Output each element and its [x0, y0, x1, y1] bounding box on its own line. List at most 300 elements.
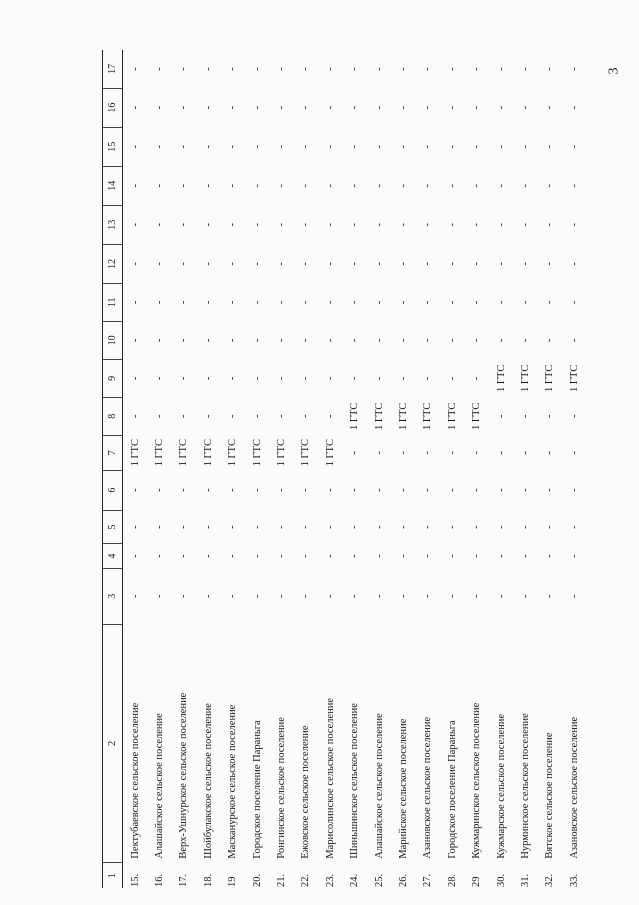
value-cell: 1 ГТС [519, 364, 531, 392]
value-cell: - [519, 488, 531, 492]
table-row [391, 50, 415, 888]
value-cell: - [227, 488, 239, 492]
row-number-cell: 15. [129, 873, 141, 887]
value-cell: - [324, 223, 336, 227]
table-row [269, 50, 293, 888]
value-cell: - [495, 594, 507, 598]
value-cell: - [300, 338, 312, 343]
value-cell: 1 ГТС [300, 439, 312, 467]
value-cell: 1 ГТС [276, 439, 288, 467]
value-cell: - [202, 594, 214, 598]
value-cell: - [349, 105, 361, 110]
value-cell: - [251, 525, 263, 529]
value-cell: - [446, 525, 458, 529]
value-cell: - [544, 525, 556, 529]
settlement-name-cell: Нурминское сельское поселение [519, 713, 531, 859]
value-cell: - [178, 376, 190, 381]
value-cell: - [324, 67, 336, 71]
value-cell: - [544, 223, 556, 227]
value-cell: - [519, 144, 531, 149]
value-cell: - [519, 594, 531, 598]
row-number-cell: 19 [227, 876, 239, 887]
value-cell: - [154, 105, 166, 110]
value-cell: - [227, 554, 239, 558]
value-cell: - [544, 554, 556, 558]
value-cell: - [178, 594, 190, 598]
value-cell: - [544, 105, 556, 110]
value-cell: - [178, 105, 190, 110]
value-cell: - [202, 300, 214, 305]
value-cell: - [373, 525, 385, 529]
value-cell: - [349, 594, 361, 598]
column-header-14: 14 [103, 166, 123, 205]
value-cell: 1 ГТС [251, 439, 263, 467]
value-cell: - [373, 183, 385, 188]
value-cell: - [446, 554, 458, 558]
value-cell: - [544, 488, 556, 492]
table-row [367, 50, 391, 888]
value-cell: - [129, 262, 141, 266]
table-row [416, 50, 440, 888]
value-cell: - [544, 414, 556, 419]
value-cell: - [519, 414, 531, 419]
value-cell: - [422, 105, 434, 110]
value-cell: - [202, 376, 214, 381]
value-cell: 1 ГТС [129, 439, 141, 467]
settlement-name-cell: Кужмаринское сельское поселение [471, 702, 483, 859]
value-cell: - [349, 223, 361, 227]
value-cell: - [324, 414, 336, 419]
value-cell: - [300, 223, 312, 227]
rotated-table-container [102, 50, 580, 888]
value-cell: - [495, 105, 507, 110]
value-cell: - [276, 338, 288, 343]
value-cell: - [519, 223, 531, 227]
value-cell: - [276, 554, 288, 558]
value-cell: 1 ГТС [471, 402, 483, 430]
value-cell: - [544, 183, 556, 188]
value-cell: - [300, 554, 312, 558]
column-header-12: 12 [103, 244, 123, 283]
settlement-name-cell: Кужмарское сельское поселение [495, 713, 507, 859]
value-cell: - [227, 262, 239, 266]
value-cell: - [373, 223, 385, 227]
value-cell: - [544, 262, 556, 266]
value-cell: - [202, 525, 214, 529]
value-cell: - [276, 488, 288, 492]
value-cell: - [202, 262, 214, 266]
value-cell: - [349, 262, 361, 266]
value-cell: - [324, 300, 336, 305]
value-cell: - [422, 376, 434, 381]
value-cell: - [519, 450, 531, 455]
value-cell: - [227, 414, 239, 419]
value-cell: - [568, 105, 580, 110]
value-cell: - [251, 183, 263, 188]
value-cell: - [129, 525, 141, 529]
value-cell: - [251, 300, 263, 305]
value-cell: - [349, 488, 361, 492]
value-cell: - [544, 300, 556, 305]
value-cell: - [129, 144, 141, 149]
value-cell: - [495, 223, 507, 227]
value-cell: - [568, 450, 580, 455]
value-cell: - [300, 262, 312, 266]
value-cell: - [300, 376, 312, 381]
value-cell: - [129, 414, 141, 419]
value-cell: - [446, 144, 458, 149]
value-cell: - [202, 414, 214, 419]
value-cell: - [471, 338, 483, 343]
value-cell: - [154, 262, 166, 266]
value-cell: - [227, 223, 239, 227]
value-cell: - [349, 67, 361, 71]
value-cell: - [397, 450, 409, 455]
value-cell: - [227, 376, 239, 381]
row-number-cell: 22. [300, 873, 312, 887]
value-cell: - [349, 144, 361, 149]
settlement-name-cell: Городское поселение Параньга [251, 720, 263, 859]
table-header-row [103, 50, 123, 888]
value-cell: - [422, 223, 434, 227]
value-cell: - [178, 554, 190, 558]
value-cell: 1 ГТС [202, 439, 214, 467]
value-cell: - [471, 183, 483, 188]
table-row [343, 50, 367, 888]
value-cell: - [349, 554, 361, 558]
table-row [440, 50, 464, 888]
row-number-cell: 18. [202, 873, 214, 887]
value-cell: - [519, 300, 531, 305]
value-cell: - [202, 488, 214, 492]
value-cell: - [227, 144, 239, 149]
value-cell: - [324, 554, 336, 558]
value-cell: - [324, 525, 336, 529]
value-cell: - [227, 105, 239, 110]
value-cell: - [276, 414, 288, 419]
value-cell: - [154, 414, 166, 419]
value-cell: - [202, 144, 214, 149]
value-cell: - [276, 144, 288, 149]
value-cell: - [446, 376, 458, 381]
settlement-name-cell: Азановское сельское поселение [422, 716, 434, 859]
value-cell: - [300, 414, 312, 419]
value-cell: - [373, 376, 385, 381]
value-cell: - [202, 67, 214, 71]
row-number-cell: 29 [471, 876, 483, 887]
value-cell: - [251, 414, 263, 419]
table-row [513, 50, 537, 888]
value-cell: - [373, 554, 385, 558]
value-cell: - [227, 300, 239, 305]
value-cell: - [178, 183, 190, 188]
value-cell: - [251, 262, 263, 266]
value-cell: - [251, 488, 263, 492]
value-cell: - [397, 262, 409, 266]
value-cell: - [202, 338, 214, 343]
value-cell: - [324, 144, 336, 149]
value-cell: - [178, 300, 190, 305]
value-cell: - [471, 554, 483, 558]
value-cell: - [373, 338, 385, 343]
value-cell: - [227, 525, 239, 529]
value-cell: - [373, 450, 385, 455]
table-row [172, 50, 196, 888]
value-cell: - [129, 554, 141, 558]
value-cell: - [544, 144, 556, 149]
value-cell: - [129, 338, 141, 343]
row-number-cell: 16. [154, 873, 166, 887]
column-header-9: 9 [103, 359, 123, 397]
value-cell: - [373, 488, 385, 492]
value-cell: - [373, 262, 385, 266]
value-cell: - [129, 376, 141, 381]
value-cell: - [495, 450, 507, 455]
value-cell: - [154, 338, 166, 343]
value-cell: - [446, 105, 458, 110]
settlement-name-cell: Вятское сельское поселение [544, 732, 556, 859]
value-cell: - [324, 105, 336, 110]
value-cell: 1 ГТС [349, 402, 361, 430]
row-number-cell: 25. [373, 873, 385, 887]
value-cell: - [300, 67, 312, 71]
value-cell: 1 ГТС [373, 402, 385, 430]
value-cell: 1 ГТС [446, 402, 458, 430]
value-cell: - [397, 144, 409, 149]
value-cell: - [276, 223, 288, 227]
column-header-5: 5 [103, 510, 123, 544]
value-cell: - [471, 594, 483, 598]
value-cell: - [446, 183, 458, 188]
row-number-cell: 26. [397, 873, 409, 887]
value-cell: - [129, 300, 141, 305]
value-cell: - [471, 376, 483, 381]
settlement-name-cell: Алашайское сельское поселение [373, 713, 385, 859]
row-number-cell: 21. [276, 873, 288, 887]
value-cell: - [397, 300, 409, 305]
value-cell: - [446, 262, 458, 266]
value-cell: - [154, 144, 166, 149]
value-cell: - [519, 554, 531, 558]
value-cell: - [178, 144, 190, 149]
value-cell: - [397, 105, 409, 110]
value-cell: - [544, 338, 556, 343]
value-cell: - [227, 594, 239, 598]
row-number-cell: 30. [495, 873, 507, 887]
table-row [147, 50, 171, 888]
value-cell: - [154, 67, 166, 71]
value-cell: - [227, 67, 239, 71]
value-cell: - [422, 594, 434, 598]
value-cell: - [495, 338, 507, 343]
value-cell: - [446, 338, 458, 343]
row-number-cell: 33. [568, 873, 580, 887]
value-cell: - [495, 67, 507, 71]
value-cell: - [178, 414, 190, 419]
value-cell: - [129, 488, 141, 492]
value-cell: - [300, 525, 312, 529]
value-cell: - [300, 300, 312, 305]
row-number-cell: 27. [422, 873, 434, 887]
value-cell: - [251, 338, 263, 343]
table-row [245, 50, 269, 888]
value-cell: - [349, 183, 361, 188]
table-row [196, 50, 220, 888]
value-cell: - [324, 338, 336, 343]
value-cell: - [568, 338, 580, 343]
value-cell: - [422, 488, 434, 492]
value-cell: - [129, 183, 141, 188]
value-cell: - [471, 488, 483, 492]
page-number: 3 [606, 67, 622, 75]
value-cell: - [568, 67, 580, 71]
value-cell: 1 ГТС [154, 439, 166, 467]
column-header-15: 15 [103, 127, 123, 166]
value-cell: - [519, 338, 531, 343]
column-header-1: 1 [103, 863, 123, 888]
value-cell: - [397, 183, 409, 188]
value-cell: - [568, 144, 580, 149]
value-cell: - [129, 67, 141, 71]
column-header-13: 13 [103, 205, 123, 244]
row-number-cell: 28. [446, 873, 458, 887]
row-number-cell: 17. [178, 873, 190, 887]
value-cell: - [446, 450, 458, 455]
value-cell: - [202, 554, 214, 558]
value-cell: - [446, 594, 458, 598]
value-cell: - [422, 262, 434, 266]
value-cell: - [471, 262, 483, 266]
value-cell: - [568, 488, 580, 492]
value-cell: - [495, 525, 507, 529]
value-cell: - [422, 183, 434, 188]
value-cell: - [397, 488, 409, 492]
value-cell: - [495, 414, 507, 419]
settlement-name-cell: Алашайское сельское поселение [154, 713, 166, 859]
row-number-cell: 24. [349, 873, 361, 887]
row-number-cell: 32. [544, 873, 556, 887]
value-cell: - [471, 525, 483, 529]
value-cell: - [178, 525, 190, 529]
value-cell: - [276, 376, 288, 381]
table-row [221, 50, 245, 888]
value-cell: - [349, 338, 361, 343]
value-cell: - [471, 450, 483, 455]
value-cell: - [422, 450, 434, 455]
value-cell: - [276, 594, 288, 598]
value-cell: 1 ГТС [397, 402, 409, 430]
value-cell: 1 ГТС [544, 364, 556, 392]
value-cell: - [495, 554, 507, 558]
value-cell: - [324, 594, 336, 598]
value-cell: - [276, 183, 288, 188]
column-header-6: 6 [103, 470, 123, 510]
column-header-11: 11 [103, 283, 123, 321]
value-cell: - [373, 144, 385, 149]
value-cell: - [397, 525, 409, 529]
settlement-name-cell: Ронгинское сельское поселение [276, 717, 288, 859]
value-cell: - [129, 594, 141, 598]
value-cell: - [373, 300, 385, 305]
value-cell: - [495, 262, 507, 266]
value-cell: - [349, 376, 361, 381]
value-cell: - [251, 594, 263, 598]
value-cell: - [568, 594, 580, 598]
value-cell: - [568, 223, 580, 227]
table-row [489, 50, 513, 888]
value-cell: - [422, 144, 434, 149]
value-cell: - [397, 594, 409, 598]
value-cell: - [544, 67, 556, 71]
value-cell: - [154, 554, 166, 558]
value-cell: - [519, 262, 531, 266]
value-cell: - [129, 105, 141, 110]
value-cell: - [397, 223, 409, 227]
value-cell: - [471, 300, 483, 305]
column-header-4: 4 [103, 544, 123, 568]
value-cell: - [422, 300, 434, 305]
value-cell: - [202, 183, 214, 188]
column-header-17: 17 [103, 50, 123, 88]
value-cell: - [422, 525, 434, 529]
value-cell: - [495, 183, 507, 188]
value-cell: - [251, 67, 263, 71]
value-cell: - [568, 183, 580, 188]
row-number-cell: 20. [251, 873, 263, 887]
value-cell: - [154, 525, 166, 529]
table-row [562, 50, 586, 888]
settlement-name-cell: Марисолинское сельское поселение [324, 697, 336, 859]
value-cell: - [300, 105, 312, 110]
value-cell: - [324, 183, 336, 188]
column-header-10: 10 [103, 321, 123, 359]
value-cell: - [471, 67, 483, 71]
value-cell: - [276, 105, 288, 110]
column-header-8: 8 [103, 397, 123, 435]
value-cell: - [276, 300, 288, 305]
value-cell: - [251, 223, 263, 227]
value-cell: - [495, 300, 507, 305]
value-cell: - [519, 525, 531, 529]
value-cell: - [324, 488, 336, 492]
value-cell: - [324, 262, 336, 266]
value-cell: - [300, 183, 312, 188]
value-cell: - [397, 376, 409, 381]
settlement-name-cell: Шиньшинское сельское поселение [349, 703, 361, 859]
value-cell: - [251, 105, 263, 110]
value-cell: - [568, 414, 580, 419]
value-cell: - [495, 488, 507, 492]
value-cell: - [397, 554, 409, 558]
settlement-name-cell: Марийское сельское поселение [397, 718, 409, 859]
column-header-16: 16 [103, 88, 123, 127]
value-cell: - [544, 594, 556, 598]
value-cell: - [178, 488, 190, 492]
value-cell: - [154, 376, 166, 381]
value-cell: 1 ГТС [422, 402, 434, 430]
value-cell: - [519, 105, 531, 110]
value-cell: - [178, 223, 190, 227]
value-cell: - [154, 488, 166, 492]
value-cell: - [568, 300, 580, 305]
settlement-name-cell: Пектубаевское сельское поселение [129, 702, 141, 859]
value-cell: - [422, 338, 434, 343]
value-cell: - [568, 554, 580, 558]
value-cell: - [251, 376, 263, 381]
row-number-cell: 31. [519, 873, 531, 887]
value-cell: - [446, 300, 458, 305]
table-row [123, 50, 148, 888]
